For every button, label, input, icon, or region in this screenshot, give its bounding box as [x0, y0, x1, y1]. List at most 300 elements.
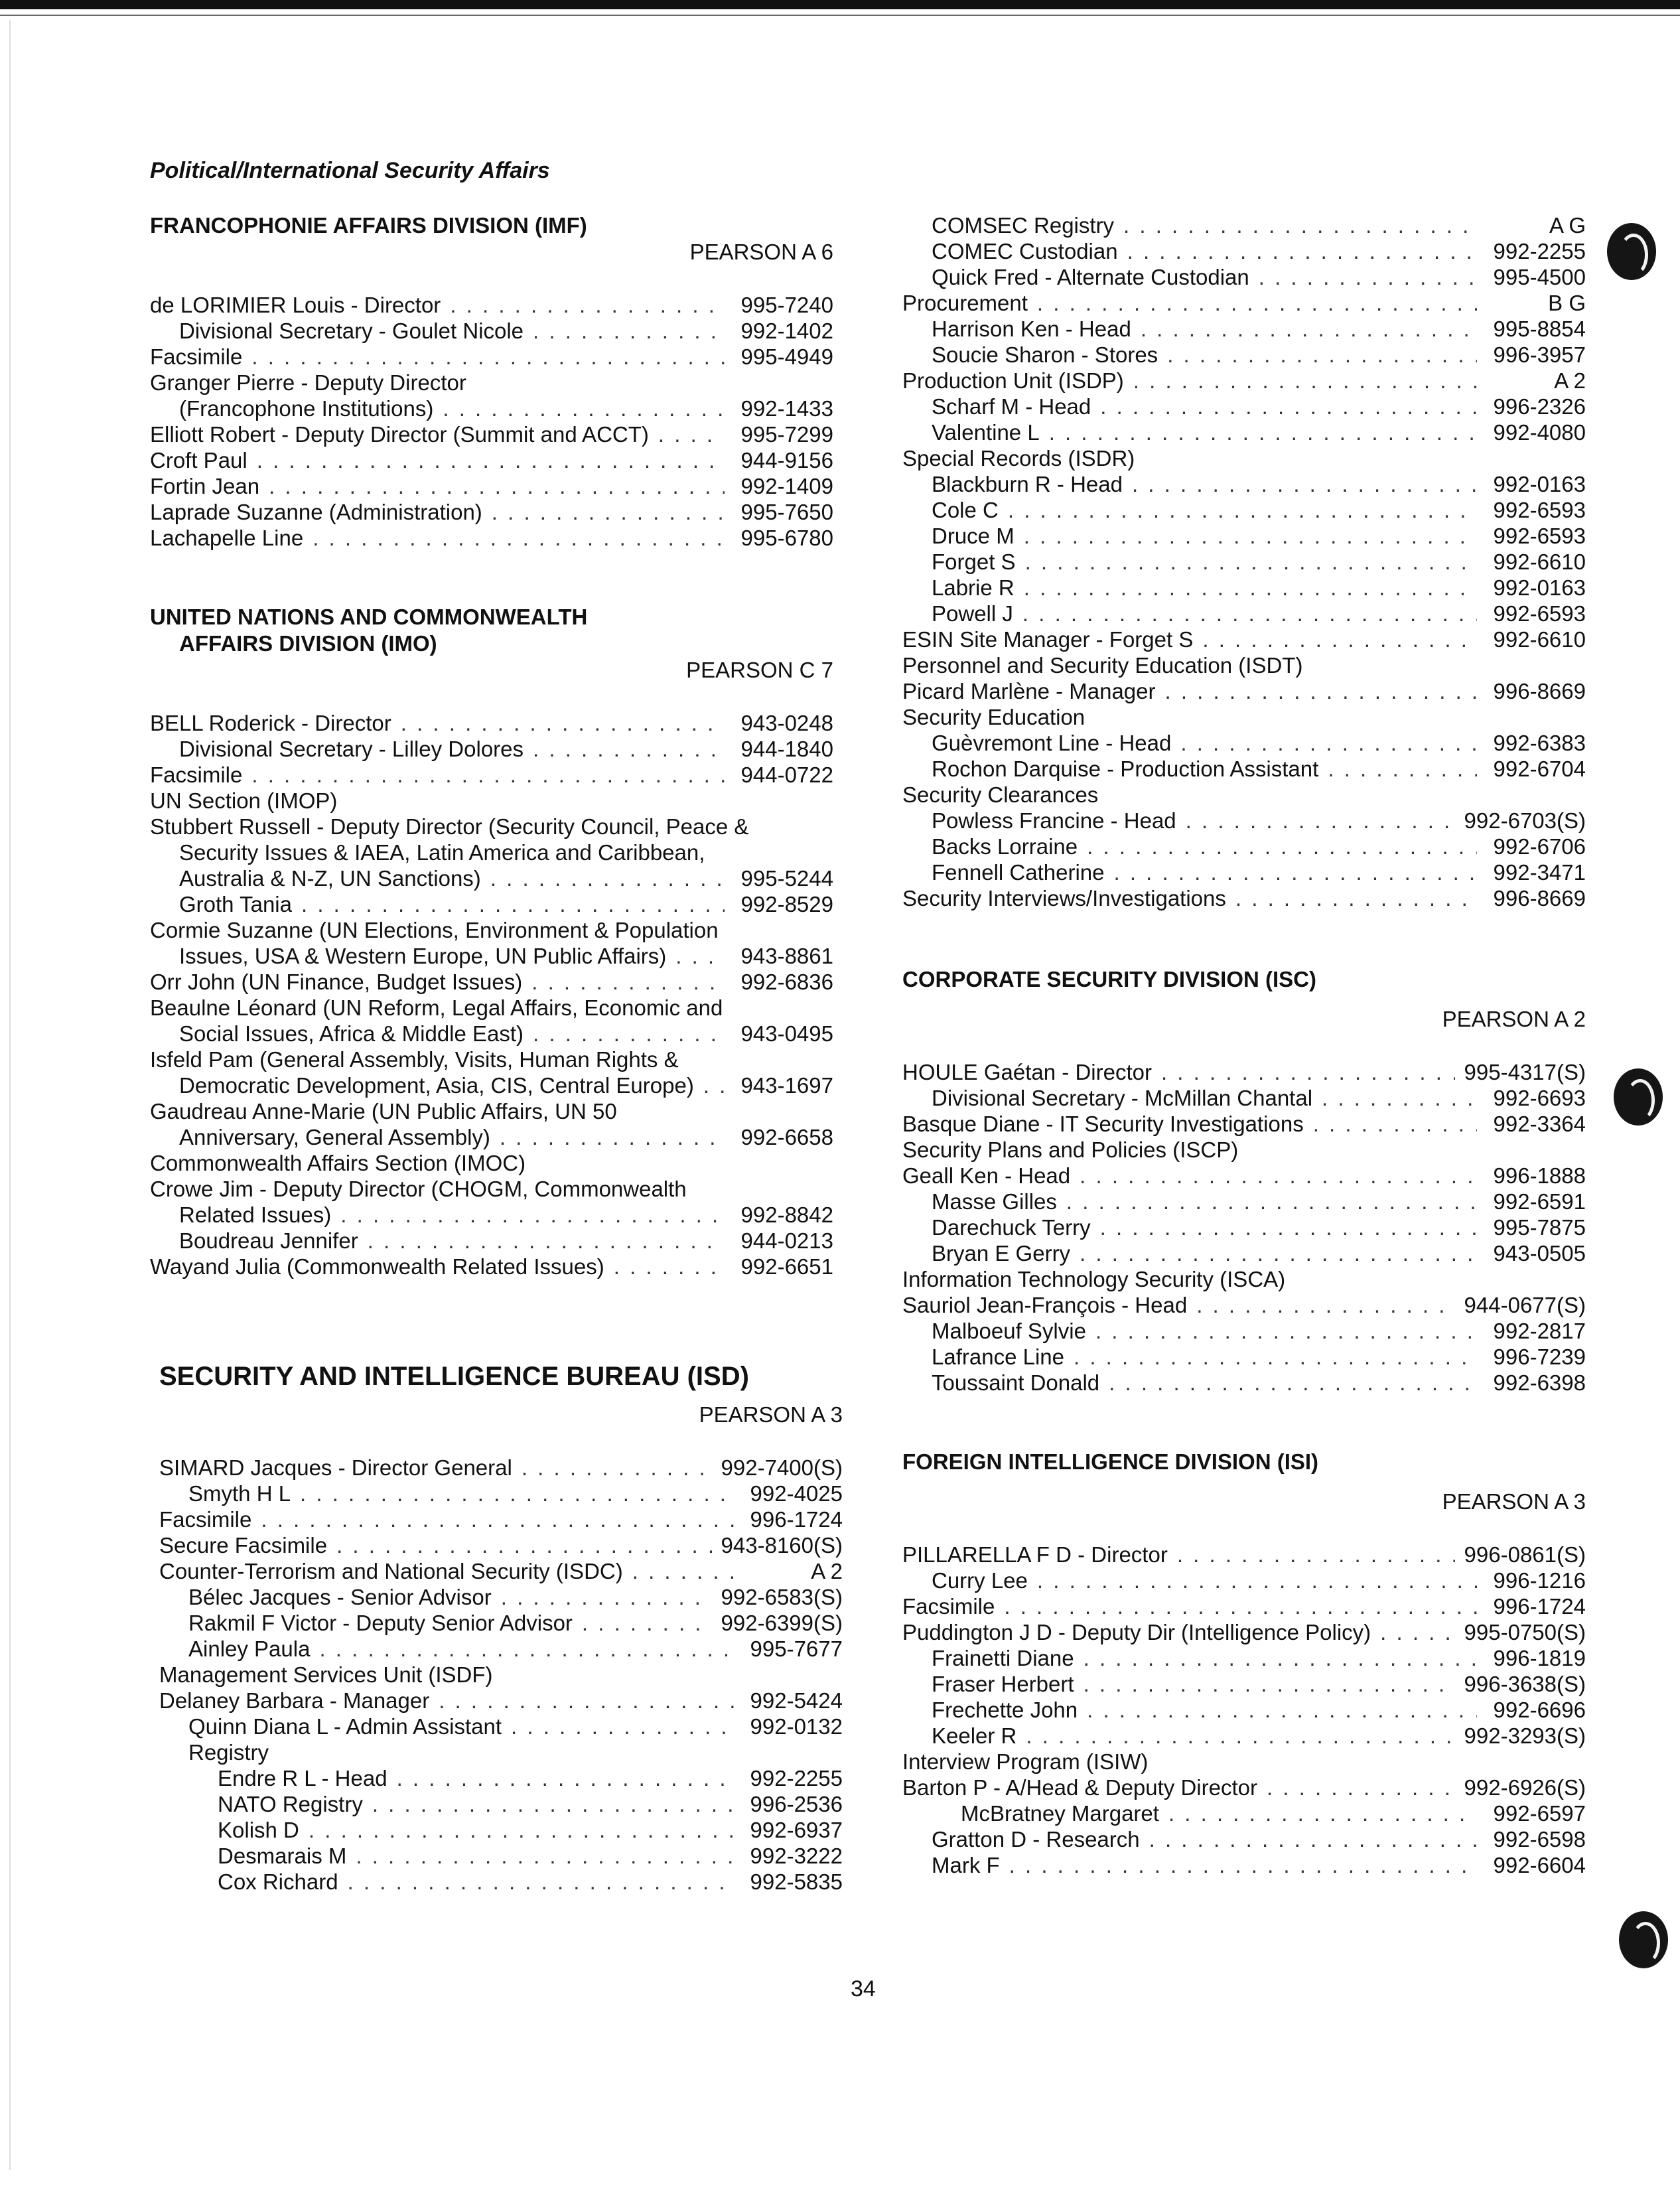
dot-leader: [1095, 1318, 1477, 1344]
entry-phone: 992-5424: [750, 1688, 843, 1713]
directory-entry: [902, 1723, 1586, 1749]
directory-entry: [902, 264, 1586, 290]
dot-leader: [1149, 1826, 1477, 1852]
directory-entry: [902, 756, 1586, 782]
entry-name: Valentine L: [932, 420, 1040, 445]
entry-phone: 996-3957: [1493, 342, 1586, 367]
entry-name: Powell J: [932, 601, 1013, 626]
dot-leader: [313, 525, 725, 551]
dot-leader: [1087, 1697, 1477, 1723]
directory-entry: [150, 762, 833, 788]
entry-phone: 992-6836: [740, 970, 833, 994]
directory-entry: [902, 1137, 1586, 1163]
directory-entry: [902, 1697, 1586, 1723]
dot-leader: [1049, 419, 1477, 445]
entry-phone: 944-0677(S): [1464, 1293, 1586, 1317]
dot-leader: [439, 1688, 734, 1713]
entry-name: Curry Lee: [932, 1568, 1028, 1593]
entry-name: Security Interviews/Investigations: [902, 886, 1226, 911]
entry-phone: A G: [1549, 213, 1586, 238]
entry-name: McBratney Margaret: [961, 1801, 1159, 1826]
directory-entry: [150, 1254, 833, 1279]
directory-entry: [150, 1228, 833, 1254]
entry-phone: 995-4500: [1493, 265, 1586, 289]
directory-entry: [150, 1150, 833, 1176]
entry-name: Soucie Sharon - Stores: [932, 342, 1158, 367]
binder-hole-icon: [1619, 1911, 1668, 1968]
directory-entry: [902, 859, 1586, 885]
dot-leader: [1080, 1240, 1477, 1266]
directory-entry: [150, 447, 833, 473]
dot-leader: [1133, 368, 1477, 394]
entry-name: NATO Registry: [218, 1792, 363, 1816]
entry-name: Desmarais M: [218, 1844, 347, 1868]
dot-leader: [1127, 238, 1477, 264]
dot-leader: [1026, 1723, 1454, 1749]
directory-entry: [902, 1344, 1586, 1370]
entry-phone: 944-1840: [740, 737, 833, 761]
entry-phone: 992-6926(S): [1464, 1775, 1586, 1800]
dot-leader: [372, 1791, 734, 1817]
directory-entry: [902, 1059, 1586, 1085]
directory-entry: [902, 419, 1586, 445]
entry-name: COMSEC Registry: [932, 213, 1115, 238]
directory-entry: [902, 730, 1586, 756]
division-title-isc: CORPORATE SECURITY DIVISION (ISC): [902, 967, 1317, 991]
division-title-imo-line1: UNITED NATIONS AND COMMONWEALTH: [150, 605, 588, 629]
directory-entry: [902, 1826, 1586, 1852]
entry-name: (Francophone Institutions): [179, 396, 434, 421]
entry-phone: 992-6610: [1493, 549, 1586, 574]
directory-entry: [902, 808, 1586, 834]
entry-name: Delaney Barbara - Manager: [159, 1688, 430, 1713]
directory-entry: [150, 421, 833, 447]
dot-leader: [531, 969, 725, 995]
entry-phone: 995-6780: [740, 526, 833, 550]
dot-leader: [533, 1021, 725, 1047]
directory-entry: [902, 1593, 1586, 1619]
entry-name: Management Services Unit (ISDF): [159, 1662, 493, 1687]
directory-entry: [159, 1610, 843, 1636]
directory-entry: [902, 575, 1586, 601]
entry-phone: 992-2255: [750, 1766, 843, 1790]
directory-entry: [150, 814, 833, 839]
directory-entry: [150, 396, 833, 421]
directory-entry: [902, 1567, 1586, 1593]
entry-phone: 992-6604: [1493, 1853, 1586, 1877]
page-number: 34: [851, 1976, 876, 2002]
dot-leader: [1267, 1775, 1455, 1800]
directory-entry: [902, 1800, 1586, 1826]
directory-entry: [902, 1645, 1586, 1671]
entry-phone: 995-7875: [1493, 1215, 1586, 1240]
entry-phone: 996-8669: [1493, 886, 1586, 911]
entry-name: Toussaint Donald: [932, 1370, 1100, 1395]
dot-leader: [492, 499, 725, 525]
directory-entry: [902, 834, 1586, 859]
entry-name: Personnel and Security Education (ISDT): [902, 653, 1303, 678]
entry-phone: 992-6399(S): [721, 1611, 843, 1635]
entry-phone: 944-9156: [740, 448, 833, 473]
dot-leader: [533, 318, 725, 344]
entry-phone: 995-4317(S): [1464, 1060, 1586, 1084]
entry-phone: 996-1888: [1493, 1163, 1586, 1188]
entry-phone: 944-0722: [740, 763, 833, 787]
dot-leader: [1004, 1593, 1477, 1619]
entry-phone: 996-3638(S): [1464, 1672, 1586, 1696]
entry-name: Lachapelle Line: [150, 526, 304, 550]
entry-name: Interview Program (ISIW): [902, 1749, 1149, 1774]
dot-leader: [1328, 756, 1477, 782]
entry-name: Wayand Julia (Commonwealth Related Issues): [150, 1254, 604, 1279]
dot-leader: [1008, 497, 1477, 523]
entry-name: Rakmil F Victor - Deputy Senior Advisor: [188, 1611, 573, 1635]
entry-name: Darechuck Terry: [932, 1215, 1091, 1240]
dot-leader: [703, 1072, 725, 1098]
entry-name: Divisional Secretary - McMillan Chantal: [932, 1086, 1313, 1110]
entry-name: Boudreau Jennifer: [179, 1228, 358, 1253]
entry-name: SIMARD Jacques - Director General: [159, 1455, 512, 1480]
directory-entry: [902, 1318, 1586, 1344]
entry-phone: 992-0163: [1493, 575, 1586, 600]
entry-name: Secure Facsimile: [159, 1533, 328, 1558]
directory-entry: [159, 1532, 843, 1558]
directory-entry: [150, 1202, 833, 1228]
location-imf: PEARSON A 6: [689, 240, 833, 264]
right-column-bottom: [902, 966, 1586, 1878]
directory-entry: [150, 788, 833, 814]
entry-phone: 992-6937: [750, 1818, 843, 1842]
directory-list-isc: [902, 1059, 1586, 1396]
entry-name: Rochon Darquise - Production Assistant: [932, 757, 1319, 781]
entry-phone: 992-4025: [750, 1481, 843, 1506]
entry-phone: 992-3364: [1493, 1112, 1586, 1136]
dot-leader: [1080, 1163, 1477, 1189]
dot-leader: [1132, 471, 1477, 497]
entry-phone: 943-1697: [740, 1073, 833, 1098]
entry-name: Democratic Development, Asia, CIS, Central Europe): [179, 1073, 694, 1098]
dot-leader: [301, 891, 725, 917]
entry-name: Keeler R: [932, 1723, 1017, 1748]
directory-entry: [159, 1688, 843, 1713]
directory-list-isd-continued: [902, 212, 1586, 911]
left-column-top: [150, 212, 833, 1279]
entry-name: Facsimile: [150, 344, 243, 369]
dot-leader: [533, 736, 725, 762]
entry-name: Security Education: [902, 705, 1085, 729]
entry-name: Procurement: [902, 291, 1028, 315]
directory-entry: [902, 342, 1586, 368]
entry-phone: 992-1433: [740, 396, 833, 421]
entry-phone: 995-7240: [740, 293, 833, 317]
entry-name: Security Plans and Policies (ISCP): [902, 1137, 1239, 1162]
entry-name: PILLARELLA F D - Director: [902, 1542, 1168, 1567]
entry-name: de LORIMIER Louis - Director: [150, 293, 441, 317]
entry-name: Cormie Suzanne (UN Elections, Environment & Population: [150, 918, 719, 942]
dot-leader: [1196, 1292, 1454, 1318]
dot-leader: [1025, 549, 1477, 575]
entry-name: Cox Richard: [218, 1869, 338, 1894]
left-margin-line: [9, 20, 11, 2170]
entry-name: Information Technology Security (ISCA): [902, 1267, 1286, 1291]
directory-entry: [150, 370, 833, 396]
entry-phone: 992-6703(S): [1464, 808, 1586, 833]
dot-leader: [1165, 678, 1478, 704]
directory-entry: [902, 316, 1586, 342]
directory-entry: [159, 1584, 843, 1610]
directory-entry: [902, 290, 1586, 316]
directory-list-isd: [159, 1455, 843, 1895]
entry-phone: 992-6593: [1493, 601, 1586, 626]
directory-entry: [150, 917, 833, 943]
dot-leader: [1161, 1059, 1455, 1085]
entry-name: Social Issues, Africa & Middle East): [179, 1021, 524, 1046]
dot-leader: [658, 421, 725, 447]
entry-name: Mark F: [932, 1853, 1000, 1877]
entry-phone: 995-4949: [740, 344, 833, 369]
directory-entry: [902, 626, 1586, 652]
directory-entry: [159, 1713, 843, 1739]
entry-name: Registry: [188, 1740, 269, 1765]
directory-entry: [150, 891, 833, 917]
entry-phone: 992-6598: [1493, 1827, 1586, 1852]
entry-phone: 995-7650: [740, 500, 833, 524]
directory-entry: [150, 292, 833, 318]
entry-phone: 996-1819: [1493, 1646, 1586, 1670]
entry-name: Security Clearances: [902, 782, 1099, 807]
directory-list-imf: [150, 292, 833, 551]
entry-name: HOULE Gaétan - Director: [902, 1060, 1152, 1084]
directory-entry: [150, 943, 833, 969]
entry-phone: 996-1724: [750, 1507, 843, 1532]
location-imo: PEARSON C 7: [686, 658, 833, 682]
entry-phone: 995-5244: [740, 866, 833, 891]
entry-name: Druce M: [932, 524, 1015, 548]
section-gap: [902, 1396, 1586, 1449]
entry-phone: 943-0495: [740, 1021, 833, 1046]
dot-leader: [490, 865, 725, 891]
dot-leader: [300, 1481, 734, 1506]
entry-phone: 992-5835: [750, 1869, 843, 1894]
entry-name: Bélec Jacques - Senior Advisor: [188, 1585, 492, 1609]
dot-leader: [1114, 859, 1478, 885]
entry-name: Production Unit (ISDP): [902, 368, 1124, 393]
entry-name: Divisional Secretary - Goulet Nicole: [179, 319, 524, 343]
entry-name: Kolish D: [218, 1818, 299, 1842]
entry-name: Related Issues): [179, 1202, 332, 1227]
entry-name: BELL Roderick - Director: [150, 711, 391, 735]
directory-entry: [150, 525, 833, 551]
binder-hole-icon: [1607, 223, 1656, 280]
directory-entry: [902, 1671, 1586, 1697]
entry-phone: 943-8861: [740, 944, 833, 968]
entry-name: Beaulne Léonard (UN Reform, Legal Affairs, Economic and: [150, 995, 723, 1020]
directory-entry: [159, 1739, 843, 1765]
dot-leader: [511, 1713, 734, 1739]
directory-entry: [902, 1240, 1586, 1266]
entry-name: Elliott Robert - Deputy Director (Summit and ACCT): [150, 422, 649, 447]
dot-leader: [1022, 601, 1477, 626]
directory-entry: [902, 1085, 1586, 1111]
entry-name: COMEC Custodian: [932, 239, 1118, 263]
directory-entry: [902, 704, 1586, 730]
dot-leader: [1074, 1344, 1477, 1370]
entry-name: Ainley Paula: [188, 1637, 311, 1661]
entry-phone: A 2: [1554, 368, 1586, 393]
entry-name: Fraser Herbert: [932, 1672, 1074, 1696]
entry-phone: 996-0861(S): [1464, 1542, 1586, 1567]
directory-entry: [150, 1098, 833, 1124]
location-isc: PEARSON A 2: [1442, 1007, 1586, 1031]
entry-name: Forget S: [932, 549, 1016, 574]
entry-phone: 992-6591: [1493, 1189, 1586, 1214]
top-scan-line: [0, 15, 1680, 16]
directory-entry: [902, 1775, 1586, 1800]
entry-name: Bryan E Gerry: [932, 1241, 1071, 1266]
entry-name: Laprade Suzanne (Administration): [150, 500, 482, 524]
entry-phone: 992-8529: [740, 892, 833, 916]
directory-entry: [902, 445, 1586, 471]
entry-phone: 992-6583(S): [721, 1585, 843, 1609]
entry-phone: 996-7239: [1493, 1345, 1586, 1369]
directory-entry: [150, 318, 833, 344]
bureau-title-isd: SECURITY AND INTELLIGENCE BUREAU (ISD): [159, 1362, 749, 1391]
entry-name: ESIN Site Manager - Forget S: [902, 627, 1194, 652]
directory-entry: [902, 601, 1586, 626]
entry-phone: 992-2255: [1493, 239, 1586, 263]
dot-leader: [1141, 316, 1477, 342]
dot-leader: [251, 344, 725, 370]
entry-name: Lafrance Line: [932, 1345, 1064, 1369]
dot-leader: [500, 1124, 725, 1150]
entry-name: Facsimile: [150, 763, 243, 787]
entry-name: Masse Gilles: [932, 1189, 1057, 1214]
binder-hole-icon: [1614, 1068, 1663, 1126]
left-column-bottom: [159, 1360, 843, 1895]
directory-entry: [159, 1765, 843, 1791]
dot-leader: [1202, 626, 1477, 652]
dot-leader: [1259, 264, 1477, 290]
entry-name: Issues, USA & Western Europe, UN Public Affairs): [179, 944, 667, 968]
entry-phone: 995-0750(S): [1464, 1620, 1586, 1644]
entry-name: Security Issues & IAEA, Latin America and Caribbean,: [179, 840, 705, 865]
entry-phone: 992-3222: [750, 1844, 843, 1868]
entry-name: Powless Francine - Head: [932, 808, 1176, 833]
entry-name: Crowe Jim - Deputy Director (CHOGM, Commonwealth: [150, 1177, 687, 1201]
directory-entry: [159, 1869, 843, 1895]
directory-entry: [150, 839, 833, 865]
directory-list-isi: [902, 1542, 1586, 1878]
entry-phone: 992-0163: [1493, 472, 1586, 496]
entry-phone: 992-6693: [1493, 1086, 1586, 1110]
entry-phone: 992-0132: [750, 1714, 843, 1739]
directory-entry: [902, 1163, 1586, 1189]
dot-leader: [356, 1843, 734, 1869]
dot-leader: [1109, 1370, 1477, 1396]
directory-entry: [159, 1843, 843, 1869]
entry-name: Barton P - A/Head & Deputy Director: [902, 1775, 1257, 1800]
entry-name: Fennell Catherine: [932, 860, 1105, 885]
directory-entry: [902, 1292, 1586, 1318]
directory-entry: [902, 1619, 1586, 1645]
directory-entry: [159, 1817, 843, 1843]
entry-phone: B G: [1548, 291, 1586, 315]
dot-leader: [319, 1636, 734, 1662]
dot-leader: [582, 1610, 712, 1636]
directory-entry: [150, 1176, 833, 1202]
dot-leader: [1037, 1567, 1477, 1593]
dot-leader: [1313, 1111, 1477, 1137]
entry-name: Gaudreau Anne-Marie (UN Public Affairs, UN 50: [150, 1099, 617, 1124]
entry-phone: 943-0248: [740, 711, 833, 735]
dot-leader: [1167, 342, 1477, 368]
directory-entry: [902, 1189, 1586, 1214]
entry-phone: 992-6610: [1493, 627, 1586, 652]
entry-phone: 943-0505: [1493, 1241, 1586, 1266]
entry-phone: 992-8842: [740, 1202, 833, 1227]
top-scan-border: [0, 0, 1680, 9]
dot-leader: [251, 762, 725, 788]
directory-entry: [150, 1072, 833, 1098]
directory-entry: [902, 549, 1586, 575]
entry-phone: 996-2536: [750, 1792, 843, 1816]
dot-leader: [397, 1765, 734, 1791]
dot-leader: [1084, 1671, 1455, 1697]
entry-phone: 992-6593: [1493, 524, 1586, 548]
dot-leader: [401, 710, 725, 736]
directory-entry: [902, 471, 1586, 497]
entry-name: Labrie R: [932, 575, 1015, 600]
directory-entry: [159, 1455, 843, 1481]
dot-leader: [1322, 1085, 1477, 1111]
entry-phone: 996-2326: [1493, 394, 1586, 419]
directory-entry: [902, 394, 1586, 419]
entry-name: Scharf M - Head: [932, 394, 1091, 419]
dot-leader: [1087, 834, 1477, 859]
dot-leader: [1024, 575, 1477, 601]
directory-entry: [159, 1481, 843, 1506]
dot-leader: [1024, 523, 1477, 549]
dot-leader: [309, 1817, 734, 1843]
directory-entry: [150, 865, 833, 891]
directory-entry: [902, 678, 1586, 704]
entry-name: Gratton D - Research: [932, 1827, 1140, 1852]
dot-leader: [614, 1254, 725, 1279]
entry-phone: 944-0213: [740, 1228, 833, 1253]
entry-name: Frechette John: [932, 1698, 1078, 1722]
entry-phone: 992-6593: [1493, 498, 1586, 522]
right-column-top: [902, 212, 1586, 911]
entry-name: Quinn Diana L - Admin Assistant: [188, 1714, 502, 1739]
entry-phone: 992-2817: [1493, 1319, 1586, 1343]
entry-name: Australia & N-Z, UN Sanctions): [179, 866, 481, 891]
dot-leader: [443, 396, 725, 421]
directory-entry: [902, 238, 1586, 264]
entry-name: Croft Paul: [150, 448, 247, 473]
dot-leader: [1235, 885, 1477, 911]
entry-name: Harrison Ken - Head: [932, 317, 1131, 341]
entry-name: Cole C: [932, 498, 999, 522]
directory-entry: [150, 1021, 833, 1047]
entry-name: Granger Pierre - Deputy Director: [150, 370, 466, 395]
entry-name: Anniversary, General Assembly): [179, 1125, 490, 1149]
dot-leader: [522, 1455, 712, 1481]
directory-entry: [902, 885, 1586, 911]
dot-leader: [257, 447, 725, 473]
entry-phone: 992-6696: [1493, 1698, 1586, 1722]
directory-entry: [902, 1266, 1586, 1292]
directory-entry: [159, 1636, 843, 1662]
